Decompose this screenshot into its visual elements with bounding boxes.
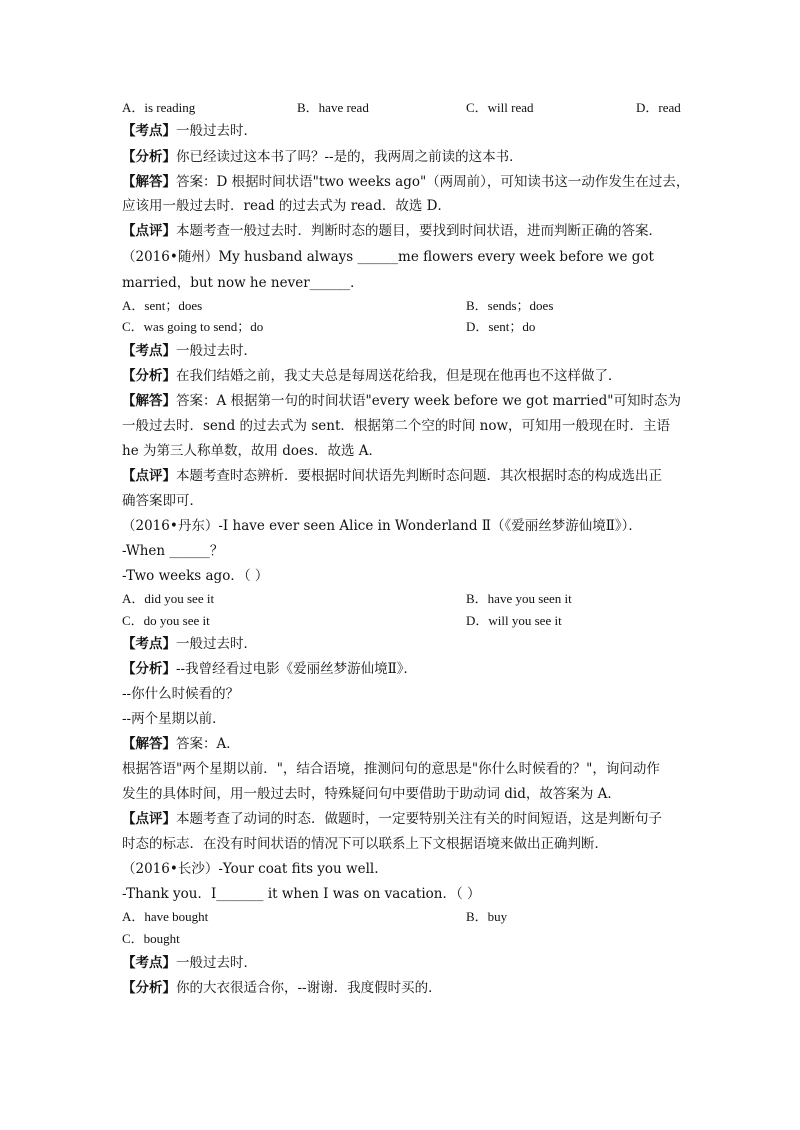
kaodian-text: 一般过去时．: [176, 955, 257, 971]
option-d: D．sent；do: [466, 319, 536, 334]
fenxi-line: [122, 366, 622, 386]
option-b: B．have you seen it: [466, 591, 572, 606]
option-b: B．have read: [297, 100, 369, 115]
fenxi-line: [122, 659, 417, 679]
fenxi-line-3: --两个星期以前．: [122, 711, 226, 727]
dianping-text: 本题考查了动词的时态．做题时，一定要特别关注有关的时间短语，这是判断句子: [176, 811, 662, 827]
kaodian-label: 【考点】: [122, 343, 176, 359]
jieda-line: [122, 391, 681, 411]
jieda-line-2: 根据答语"两个星期以前．"，结合语境，推测问句的意思是"你什么时候看的？"，询问动作: [122, 761, 660, 777]
jieda-label: 【解答】: [122, 736, 176, 752]
option-a: A．sent；does: [122, 298, 203, 313]
jieda-text: 答案：A 根据第一句的时间状语"every week before we got married"可知时态为: [176, 393, 681, 409]
fenxi-label: 【分析】: [122, 661, 176, 677]
dianping-line: [122, 221, 662, 241]
question-stem: （2016•随州）My husband always ______me flowers every week before we got: [122, 249, 654, 265]
jieda-line-3: 发生的具体时间，用一般过去时，特殊疑问句中要借助于助动词 did，故答案为 A．: [122, 786, 621, 802]
option-c: C．was going to send；do: [122, 319, 264, 334]
jieda-line-2: 应该用一般过去时．read 的过去式为 read．故选 D．: [122, 198, 451, 214]
dianping-text: 本题考查时态辨析．要根据时间状语先判断时态问题．其次根据时态的构成选出正: [176, 468, 662, 484]
dianping-label: 【点评】: [122, 811, 176, 827]
fenxi-text: --我曾经看过电影《爱丽丝梦游仙境Ⅱ》．: [176, 661, 418, 677]
jieda-line: [122, 734, 240, 754]
kaodian-label: 【考点】: [122, 636, 176, 652]
fenxi-label: 【分析】: [122, 368, 176, 384]
dianping-line-2: 确答案即可．: [122, 493, 203, 509]
fenxi-line: [122, 978, 442, 998]
kaodian-line: [122, 121, 257, 141]
option-c: C．do you see it: [122, 613, 210, 628]
jieda-text: 答案：D 根据时间状语"two weeks ago"（两周前），可知读书这一动作发生在过去，: [176, 174, 690, 190]
question-stem-2: -Thank you．I_______ it when I was on vacation．（ ）: [122, 886, 481, 902]
kaodian-line: [122, 634, 257, 654]
question-stem: （2016•长沙）-Your coat fits you well.: [122, 861, 379, 877]
option-b: B．buy: [466, 909, 508, 924]
option-b: B．sends；does: [466, 298, 554, 313]
kaodian-text: 一般过去时．: [176, 343, 257, 359]
dianping-line-2: 时态的标志．在没有时间状语的情况下可以联系上下文根据语境来做出正确判断．: [122, 836, 608, 852]
kaodian-text: 一般过去时．: [176, 123, 257, 139]
fenxi-line-2: --你什么时候看的？: [122, 686, 240, 702]
question-stem: （2016•丹东）-I have ever seen Alice in Wonderland Ⅱ（《爱丽丝梦游仙境Ⅱ》）．: [122, 518, 642, 534]
question-stem-3: -Two weeks ago．（ ）: [122, 568, 269, 584]
dianping-line: [122, 466, 662, 486]
kaodian-text: 一般过去时．: [176, 636, 257, 652]
question-stem-2: -When ______？: [122, 543, 224, 559]
fenxi-text: 你的大衣很适合你，--谢谢．我度假时买的．: [176, 980, 442, 996]
option-d: D．will you see it: [466, 613, 562, 628]
dianping-label: 【点评】: [122, 468, 176, 484]
kaodian-label: 【考点】: [122, 123, 176, 139]
option-c: C．bought: [122, 931, 180, 946]
dianping-line: [122, 809, 662, 829]
kaodian-line: [122, 341, 257, 361]
jieda-label: 【解答】: [122, 393, 176, 409]
fenxi-text: 你已经读过这本书了吗？--是的，我两周之前读的这本书．: [176, 149, 523, 165]
jieda-line: [122, 172, 689, 192]
option-a: A．did you see it: [122, 591, 215, 606]
question-stem-2: married，but now he never______．: [122, 275, 364, 291]
dianping-label: 【点评】: [122, 223, 176, 239]
option-d: D．read: [636, 100, 681, 115]
fenxi-text: 在我们结婚之前，我丈夫总是每周送花给我，但是现在他再也不这样做了．: [176, 368, 622, 384]
kaodian-label: 【考点】: [122, 955, 176, 971]
fenxi-label: 【分析】: [122, 980, 176, 996]
option-a: A．have bought: [122, 909, 209, 924]
fenxi-label: 【分析】: [122, 149, 176, 165]
fenxi-line: [122, 147, 523, 167]
jieda-text: 答案：A．: [176, 736, 240, 752]
option-a: A．is reading: [122, 100, 196, 115]
jieda-label: 【解答】: [122, 174, 176, 190]
kaodian-line: [122, 953, 257, 973]
dianping-text: 本题考查一般过去时．判断时态的题目，要找到时间状语，进而判断正确的答案．: [176, 223, 662, 239]
jieda-line-2: 一般过去时．send 的过去式为 sent．根据第二个空的时间 now，可知用一般现在时．主语: [122, 418, 671, 434]
option-c: C．will read: [466, 100, 534, 115]
jieda-line-3: he 为第三人称单数，故用 does．故选 A．: [122, 443, 382, 459]
